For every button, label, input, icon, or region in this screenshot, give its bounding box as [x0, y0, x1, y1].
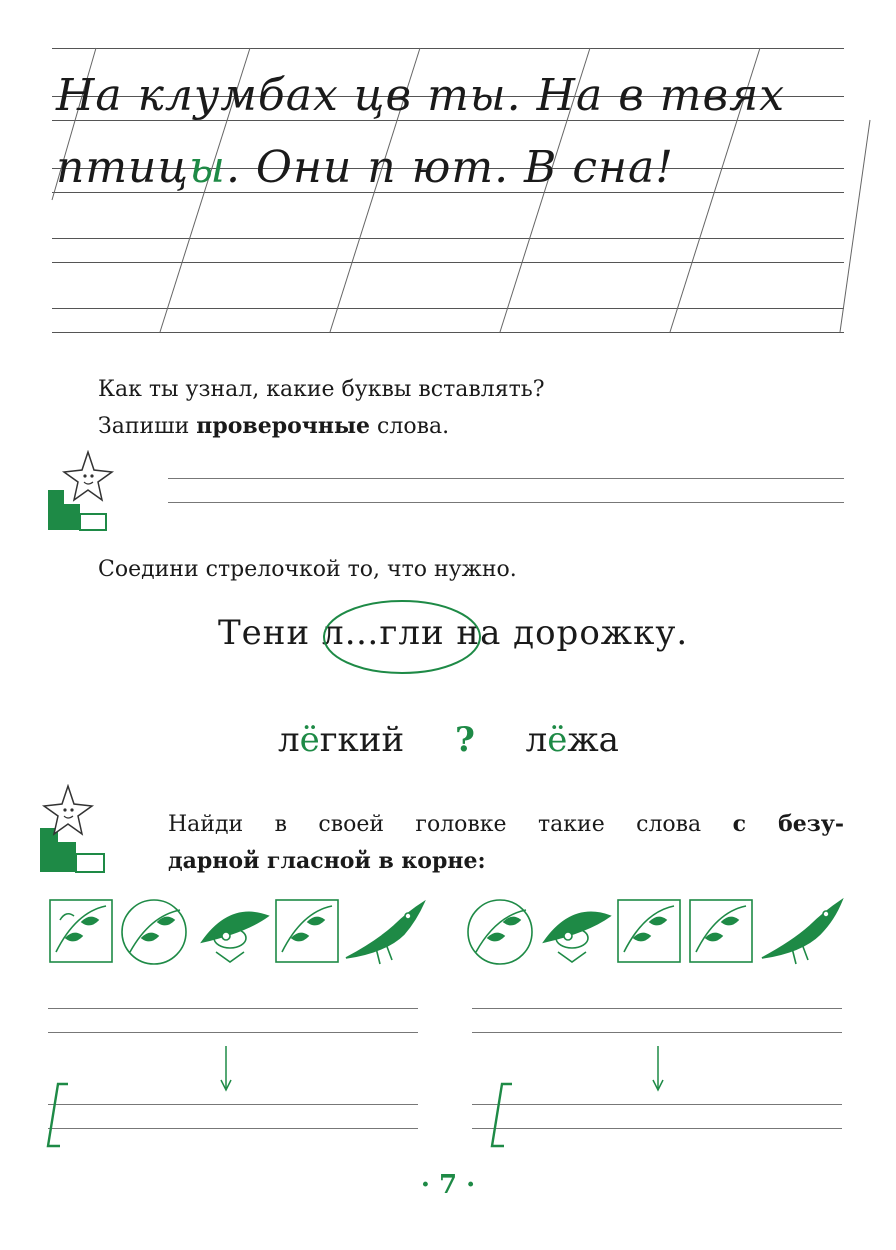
leaf-circle-icon	[468, 900, 532, 964]
answer-line-left-1[interactable]	[48, 1008, 418, 1009]
leaf-card-icon	[618, 900, 680, 962]
task2-options	[278, 720, 619, 760]
leaf-card-icon	[50, 900, 112, 962]
task2-instruction: Соедини стрелочкой то, что нужно.	[98, 557, 517, 582]
leaf-circle-icon	[122, 900, 186, 964]
copybook-line-2: птицы. Они п ют. В сна!	[56, 142, 674, 193]
bracket-icon	[44, 1080, 72, 1152]
star-on-steps-icon	[36, 784, 112, 874]
picture-row-right	[464, 892, 848, 968]
word-circle	[320, 596, 484, 678]
umbrella-icon	[202, 912, 268, 962]
inserted-letter: ы	[189, 142, 226, 193]
answer-line-left-3[interactable]	[48, 1104, 418, 1105]
down-arrow-icon	[218, 1046, 234, 1092]
answer-line-right-1[interactable]	[472, 1008, 842, 1009]
task2-sentence: Тени л…гли на дорожку.	[218, 613, 689, 653]
leaf-card-icon	[690, 900, 752, 962]
bird-icon	[762, 900, 842, 964]
task3-text: Найди в своей головке такие слова с безу- дарной гласной в корне:	[168, 811, 844, 874]
bracket-icon	[488, 1080, 516, 1152]
page-number: · 7 ·	[420, 1170, 476, 1200]
star-on-steps-icon	[44, 450, 116, 532]
question-mark: ?	[454, 720, 475, 760]
option-legkiy[interactable]: лёгкий	[278, 720, 405, 760]
task1-answer-line-1[interactable]	[168, 478, 844, 479]
circled-word: л…гли	[321, 613, 445, 653]
task1-text	[98, 372, 798, 445]
task1-question: Как ты узнал, какие буквы вставлять?	[98, 377, 545, 402]
task1-answer-line-2[interactable]	[168, 502, 844, 503]
bird-icon	[346, 902, 424, 964]
option-lezha[interactable]: лёжа	[525, 720, 619, 760]
answer-line-left-2[interactable]	[48, 1032, 418, 1033]
leaf-card-icon	[276, 900, 338, 962]
task1-instruction: Запиши проверочные слова.	[98, 413, 450, 439]
copybook-line-1: На клумбах цв ты. На в твях	[56, 70, 786, 121]
down-arrow-icon	[650, 1046, 666, 1092]
answer-line-right-3[interactable]	[472, 1104, 842, 1105]
answer-line-right-2[interactable]	[472, 1032, 842, 1033]
umbrella-icon	[544, 912, 610, 962]
answer-line-right-4[interactable]	[472, 1128, 842, 1129]
answer-line-left-4[interactable]	[48, 1128, 418, 1129]
picture-row-left	[46, 892, 426, 968]
